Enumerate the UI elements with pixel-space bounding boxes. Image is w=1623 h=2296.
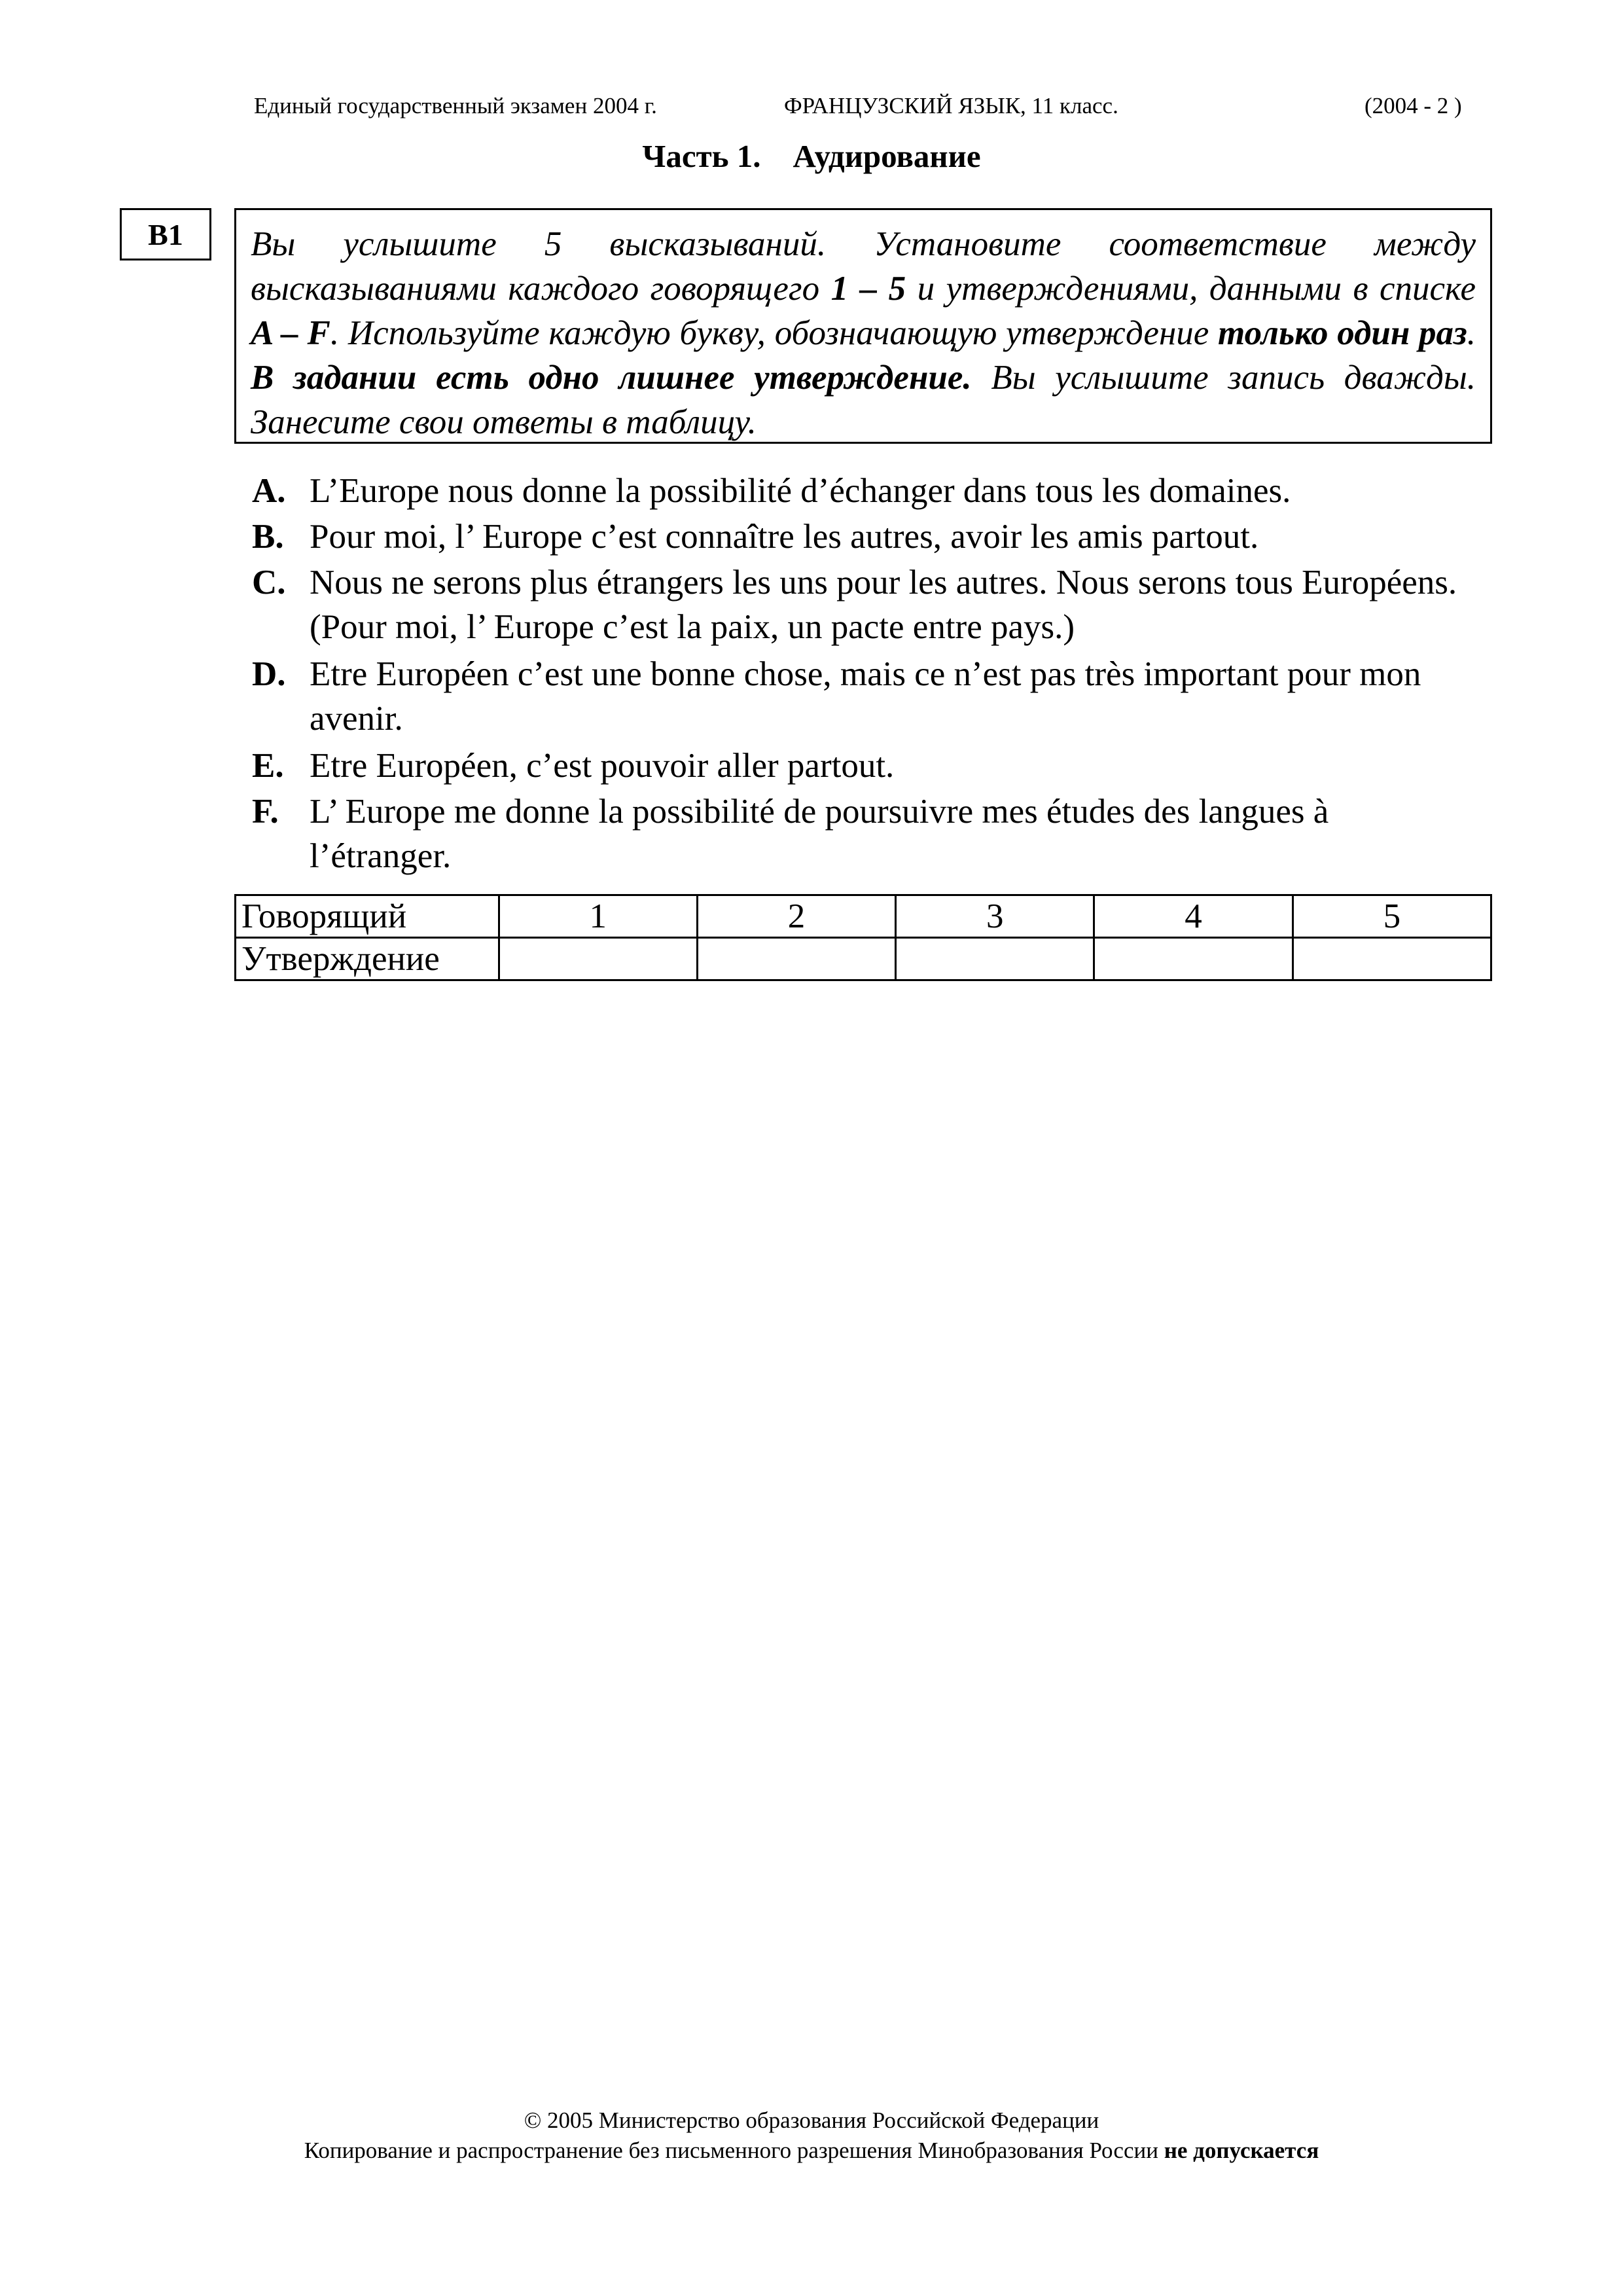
option-letter: C. [252,564,286,601]
instruction-extra-note: В задании есть одно лишнее утверждение. [251,359,972,397]
option-item [252,469,1482,513]
speaker-number: 5 [1293,895,1491,938]
option-text: L’Europe nous donne la possibilité d’échanger dans tous les domaines. [310,472,1291,510]
header-code: (2004 - 2 ) [1364,93,1462,118]
instruction-emphasis: только один раз [1218,314,1467,352]
part-title: Часть 1. Аудирование [642,138,981,174]
instruction-text: Вы услышите запись дважды. Занесите свои ответы в таблицу. [251,359,1476,441]
speaker-number: 2 [697,895,895,938]
speaker-number: 3 [896,895,1094,938]
row-label-statement: Утверждение [236,938,499,980]
option-text: Etre Européen, c’est pouvoir aller partout. [310,747,895,785]
answer-table [234,894,1492,981]
option-letter: F. [252,793,279,831]
instruction-text: . [1467,314,1476,352]
instruction-letters: A – F [251,314,330,352]
option-text: Nous ne serons plus étrangers les uns pour les autres. Nous serons tous Européens. (Pour moi, l’ Europe c’est la paix, un pacte entre pays.) [310,564,1457,646]
option-text: Etre Européen c’est une bonne chose, mais ce n’est pas très important pour mon avenir. [310,655,1421,738]
option-item [252,744,1482,788]
instruction-text: . Используйте каждую букву, обозначающую утверждение [330,314,1219,352]
footer-notice [0,2136,1623,2165]
option-text: Pour moi, l’ Europe c’est connaître les autres, avoir les amis partout. [310,518,1259,556]
speaker-number: 1 [499,895,697,938]
option-item [252,789,1482,878]
header-exam-title: Единый государственный экзамен 2004 г. [254,93,657,118]
option-letter: A. [252,472,286,510]
table-row [236,895,1491,938]
row-label-speaker: Говорящий [236,895,499,938]
instruction-range: 1 – 5 [830,270,906,308]
header-subject: ФРАНЦУЗСКИЙ ЯЗЫК, 11 класс. [784,93,1118,118]
footer-notice-bold: не допускается [1164,2138,1319,2163]
speaker-number: 4 [1094,895,1293,938]
instruction-text: Вы услышите 5 высказываний. Установите соответствие между высказываниями каждого говорящего [251,225,1476,308]
answer-cell-5[interactable] [1293,938,1491,980]
table-row [236,938,1491,980]
task-instruction [234,208,1492,444]
option-item [252,514,1482,559]
option-letter: D. [252,655,286,693]
instruction-text: и утверждениями, данными в списке [906,270,1476,308]
option-item [252,652,1482,741]
option-text: L’ Europe me donne la possibilité de poursuivre mes études des langues à l’étranger. [310,793,1329,875]
footer-notice-text: Копирование и распространение без письменного разрешения Минобразования России [304,2138,1164,2163]
answer-cell-4[interactable] [1094,938,1293,980]
answer-cell-2[interactable] [697,938,895,980]
option-item [252,560,1482,649]
footer-copyright: © 2005 Министерство образования Российской Федерации [524,2108,1099,2133]
option-letter: B. [252,518,284,556]
answer-cell-1[interactable] [499,938,697,980]
option-letter: E. [252,747,284,785]
task-label: B1 [120,208,211,260]
answer-cell-3[interactable] [896,938,1094,980]
